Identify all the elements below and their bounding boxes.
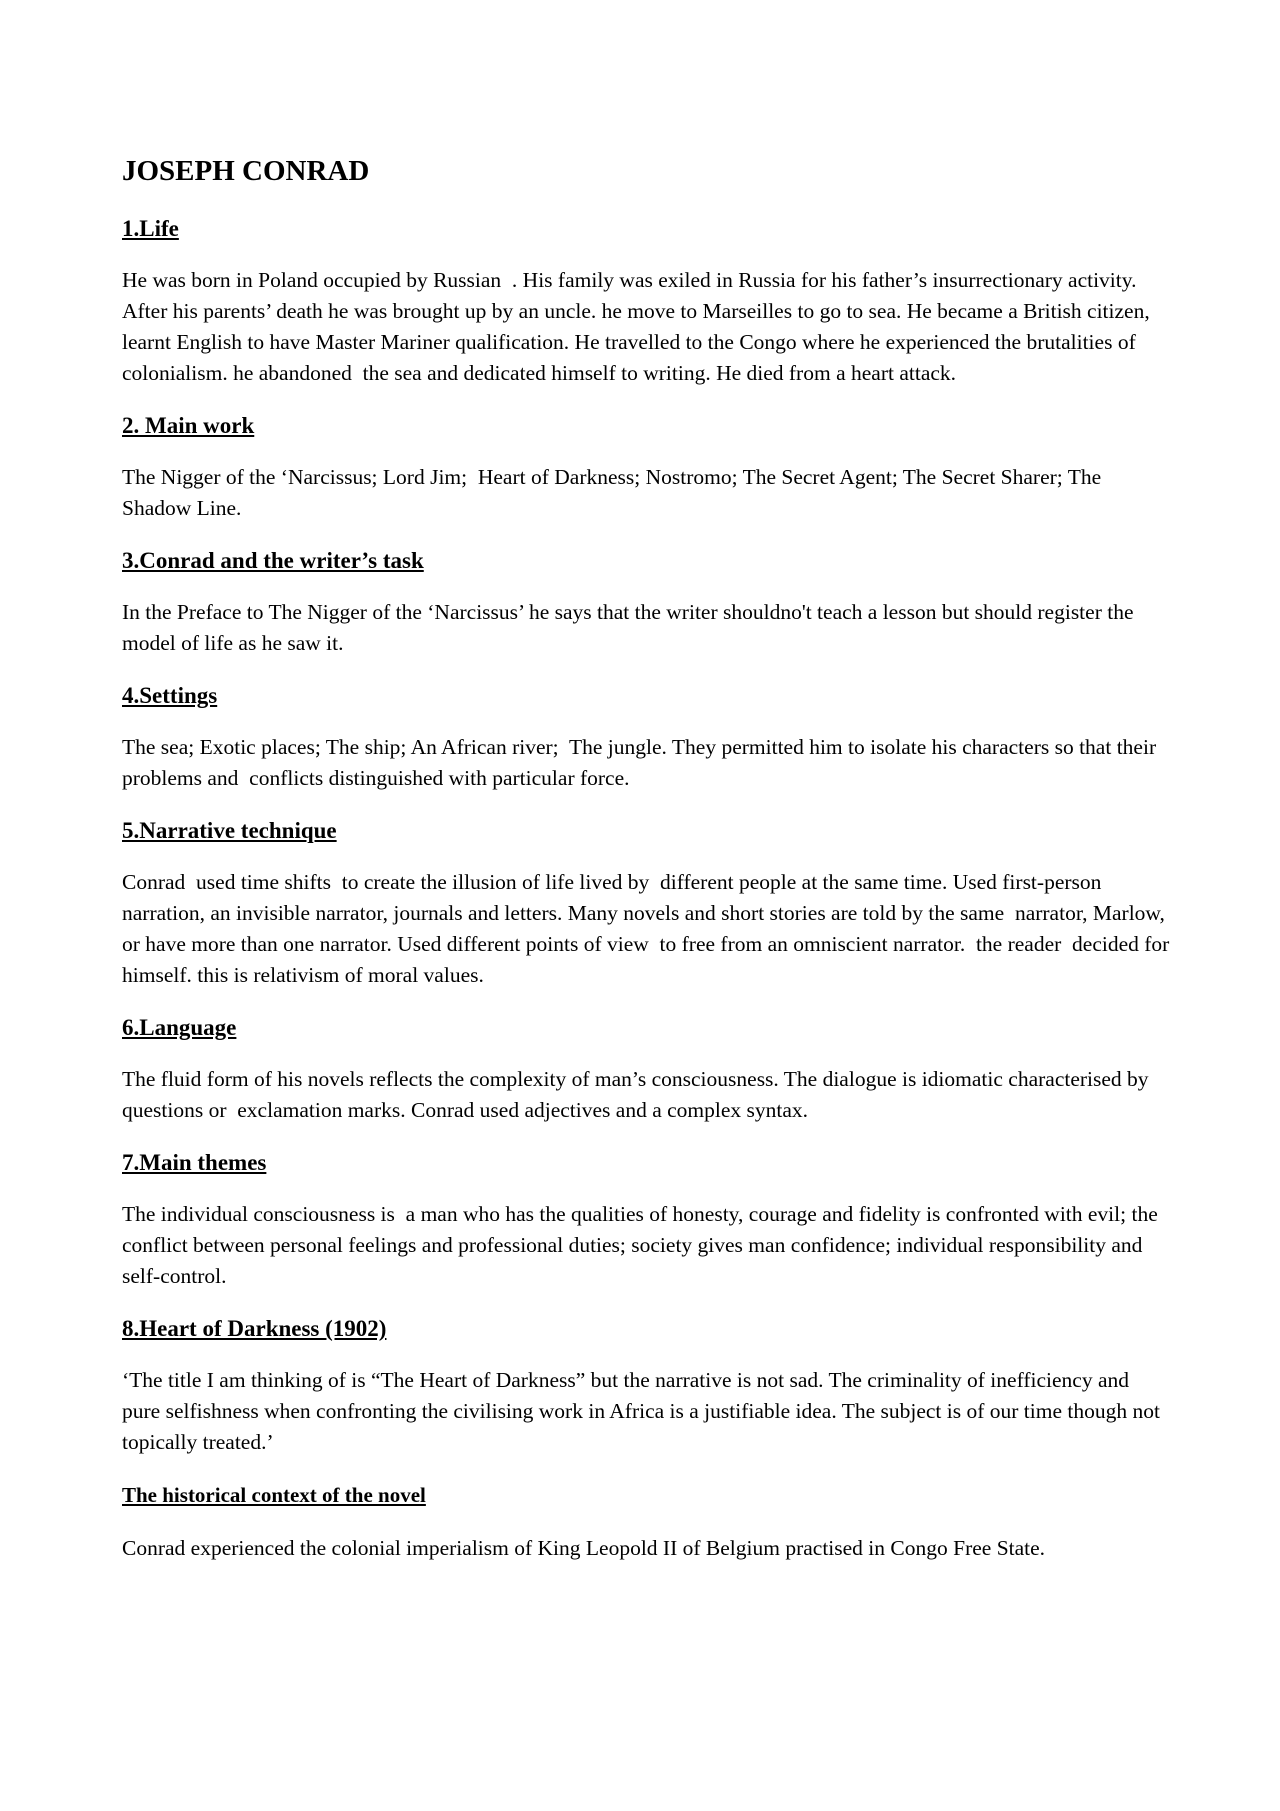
- section-paragraph-settings: The sea; Exotic places; The ship; An African river; The jungle. They permitted him to isolate his characters so that their problems and conflicts distinguished with particular force.: [122, 735, 1162, 790]
- section-heading-language: 6.Language: [122, 1015, 237, 1040]
- section-heading-life: 1.Life: [122, 216, 179, 241]
- section-paragraph-writers-task: In the Preface to The Nigger of the ‘Narcissus’ he says that the writer shouldno't teach a lesson but should register the model of life as he saw it.: [122, 600, 1139, 655]
- document-title: JOSEPH CONRAD: [122, 155, 370, 187]
- section-paragraph-language: The fluid form of his novels reflects the complexity of man’s consciousness. The dialogue is idiomatic characterised by questions or exclamation marks. Conrad used adjectives and a complex syntax.: [122, 1067, 1154, 1122]
- section-heading-main-work: 2. Main work: [122, 413, 255, 438]
- section-paragraph-narrative-technique: Conrad used time shifts to create the illusion of life lived by different people at the same time. Used first-person narration, an invisible narrator, journals and letters. Many novels and short stories are told by the same narrator, Marlow, or have more than one narrator. Used different points of view to free from an omniscient narrator. the reader decided for himself. this is relativism of moral values.: [122, 870, 1175, 987]
- section-heading-main-themes: 7.Main themes: [122, 1150, 267, 1175]
- section-heading-writers-task: 3.Conrad and the writer’s task: [122, 548, 424, 573]
- section-paragraph-heart-of-darkness: ‘The title I am thinking of is “The Heart of Darkness” but the narrative is not sad. The criminality of inefficiency and pure selfishness when confronting the civilising work in Africa is a justifiable idea. The subject is of our time though not topically treated.’: [122, 1368, 1166, 1454]
- subsection-heading-historical-context: The historical context of the novel: [122, 1483, 426, 1507]
- section-paragraph-main-work: The Nigger of the ‘Narcissus; Lord Jim; Heart of Darkness; Nostromo; The Secret Agent; The Secret Sharer; The Shadow Line.: [122, 465, 1107, 520]
- section-paragraph-life: He was born in Poland occupied by Russian . His family was exiled in Russia for his father’s insurrectionary activity. After his parents’ death he was brought up by an uncle. he move to Marseilles to go to sea. He became a British citizen, learnt English to have Master Mariner qualification. He travelled to the Congo where he experienced the brutalities of colonialism. he abandoned the sea and dedicated himself to writing. He died from a heart attack.: [122, 268, 1156, 385]
- section-heading-narrative-technique: 5.Narrative technique: [122, 818, 337, 843]
- section-heading-heart-of-darkness: 8.Heart of Darkness (1902): [122, 1316, 387, 1341]
- subsection-paragraph-historical-context: Conrad experienced the colonial imperialism of King Leopold II of Belgium practised in Congo Free State.: [122, 1536, 1046, 1560]
- section-heading-settings: 4.Settings: [122, 683, 218, 708]
- document-content: [122, 152, 1175, 1587]
- section-paragraph-main-themes: The individual consciousness is a man who has the qualities of honesty, courage and fidelity is confronted with evil; the conflict between personal feelings and professional duties; society gives man confidence; individual responsibility and self-control.: [122, 1202, 1164, 1288]
